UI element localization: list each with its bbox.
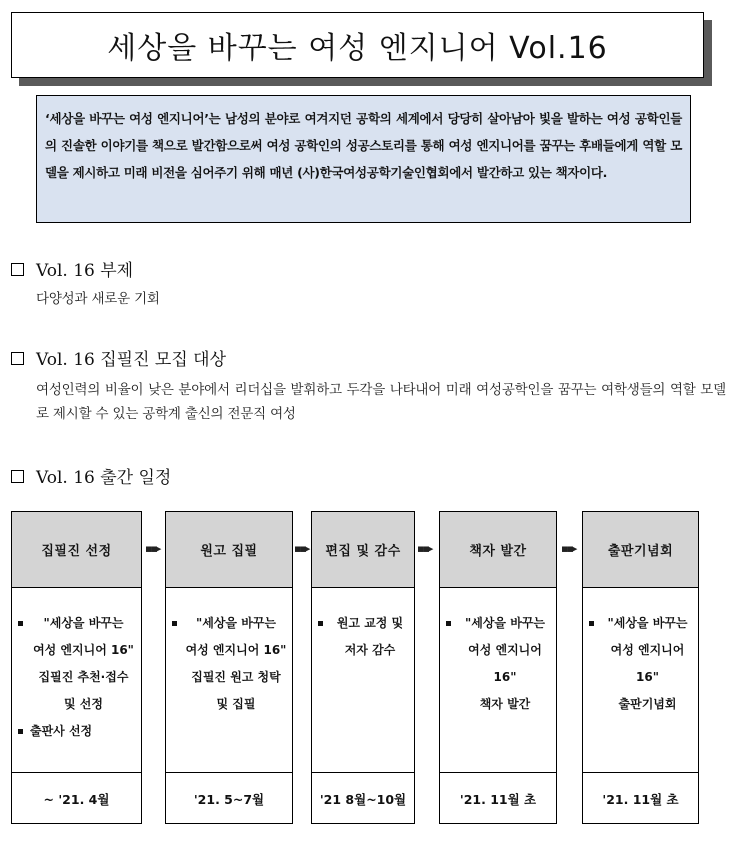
step-item-line: 책자 발간 [479, 697, 531, 711]
title-banner [11, 12, 704, 78]
step-item-line: 여성 엔지니어 16" [610, 643, 685, 684]
step-item-line: 집필진 원고 청탁 [191, 670, 281, 684]
step-items [316, 610, 410, 664]
step-items [444, 610, 552, 718]
step-item-line: "세상을 바꾸는 [43, 616, 124, 630]
step-period: '21. 11월 초 [602, 791, 679, 807]
step-item [587, 610, 694, 718]
checkbox-square-icon [11, 263, 24, 276]
arrow-icon: ▪▪▸ [561, 542, 576, 555]
step-period: ~ '21. 4월 [43, 791, 110, 807]
step-period: '21 8월~10월 [319, 791, 407, 807]
step-item-line: 원고 교정 및 [336, 616, 404, 630]
step-title: 편집 및 감수 [312, 512, 414, 588]
step-item-line: 여성 엔지니어 16" [468, 643, 542, 684]
arrow-icon: ▪▪▸ [294, 542, 309, 555]
step-item-line: 출판기념회 [618, 697, 677, 711]
step-title: 집필진 선정 [12, 512, 141, 588]
intro-box: ‘세상을 바꾸는 여성 엔지니어’는 남성의 분야로 여겨지던 공학의 세계에서 당당히 살아남아 빛을 발하는 여성 공학인들의 진솔한 이야기를 책으로 발간함으로써 여성 공학인의 성공스토리를 통해 여성 엔지니어를 꿈꾸는 후배들에게 역할 모델을 제시하고 미래 비전을 심어주기 위해 매년 (사)한국여성공학기술인협회에서 발간하고 있는 책자이다. [36, 95, 691, 223]
page-title: 세상을 바꾸는 여성 엔지니어 Vol.16 [11, 12, 704, 78]
step-item-line: 및 집필 [216, 697, 256, 711]
step-item [16, 718, 137, 745]
step-item [170, 610, 288, 718]
schedule-step-1 [11, 511, 142, 824]
step-item-line: "세상을 바꾸는 [607, 616, 688, 630]
step-item-line: 출판사 선정 [30, 724, 93, 738]
step-body [440, 588, 556, 773]
arrow-icon: ▪▪▸ [417, 542, 432, 555]
step-item [16, 610, 137, 718]
step-items [587, 610, 694, 718]
checkbox-square-icon [11, 352, 24, 365]
section-heading-target [11, 345, 226, 370]
schedule-step-3 [311, 511, 415, 824]
step-item-line: 여성 엔지니어 16" [185, 643, 287, 657]
section-heading-subtitle [11, 256, 133, 281]
section-heading-text: Vol. 16 출간 일정 [36, 468, 172, 488]
step-title: 원고 집필 [166, 512, 292, 588]
step-items [170, 610, 288, 718]
step-item-line: "세상을 바꾸는 [465, 616, 545, 630]
step-item [444, 610, 552, 718]
schedule-step-4 [439, 511, 557, 824]
step-period: '21. 11월 초 [459, 791, 537, 807]
section-heading-schedule [11, 463, 171, 488]
step-item-line: 저자 감수 [344, 643, 396, 657]
arrow-icon: ▪▪▸ [145, 542, 160, 555]
step-title: 출판기념회 [583, 512, 698, 588]
step-body [166, 588, 292, 773]
step-body [12, 588, 141, 773]
step-item-line: 집필진 추천·접수 [38, 670, 129, 684]
step-title: 책자 발간 [440, 512, 556, 588]
step-items [16, 610, 137, 745]
step-body [583, 588, 698, 773]
schedule-step-5 [582, 511, 699, 824]
step-period: '21. 5~7월 [193, 791, 265, 807]
checkbox-square-icon [11, 470, 24, 483]
step-item-line: 및 선정 [64, 697, 103, 711]
section-text-subtitle: 다양성과 새로운 기회 [36, 291, 160, 307]
step-item-line: 여성 엔지니어 16" [33, 643, 134, 657]
schedule-step-2 [165, 511, 293, 824]
step-item [316, 610, 410, 664]
step-body [312, 588, 414, 773]
step-item-line: "세상을 바꾸는 [196, 616, 276, 630]
section-heading-text: Vol. 16 집필진 모집 대상 [36, 350, 226, 370]
section-heading-text: Vol. 16 부제 [36, 261, 134, 281]
section-text-target: 여성인력의 비율이 낮은 분야에서 리더십을 발휘하고 두각을 나타내어 미래 여성공학인을 꿈꾸는 여학생들의 역할 모델로 제시할 수 있는 공학계 출신의 전문직 여성 [36, 382, 726, 422]
